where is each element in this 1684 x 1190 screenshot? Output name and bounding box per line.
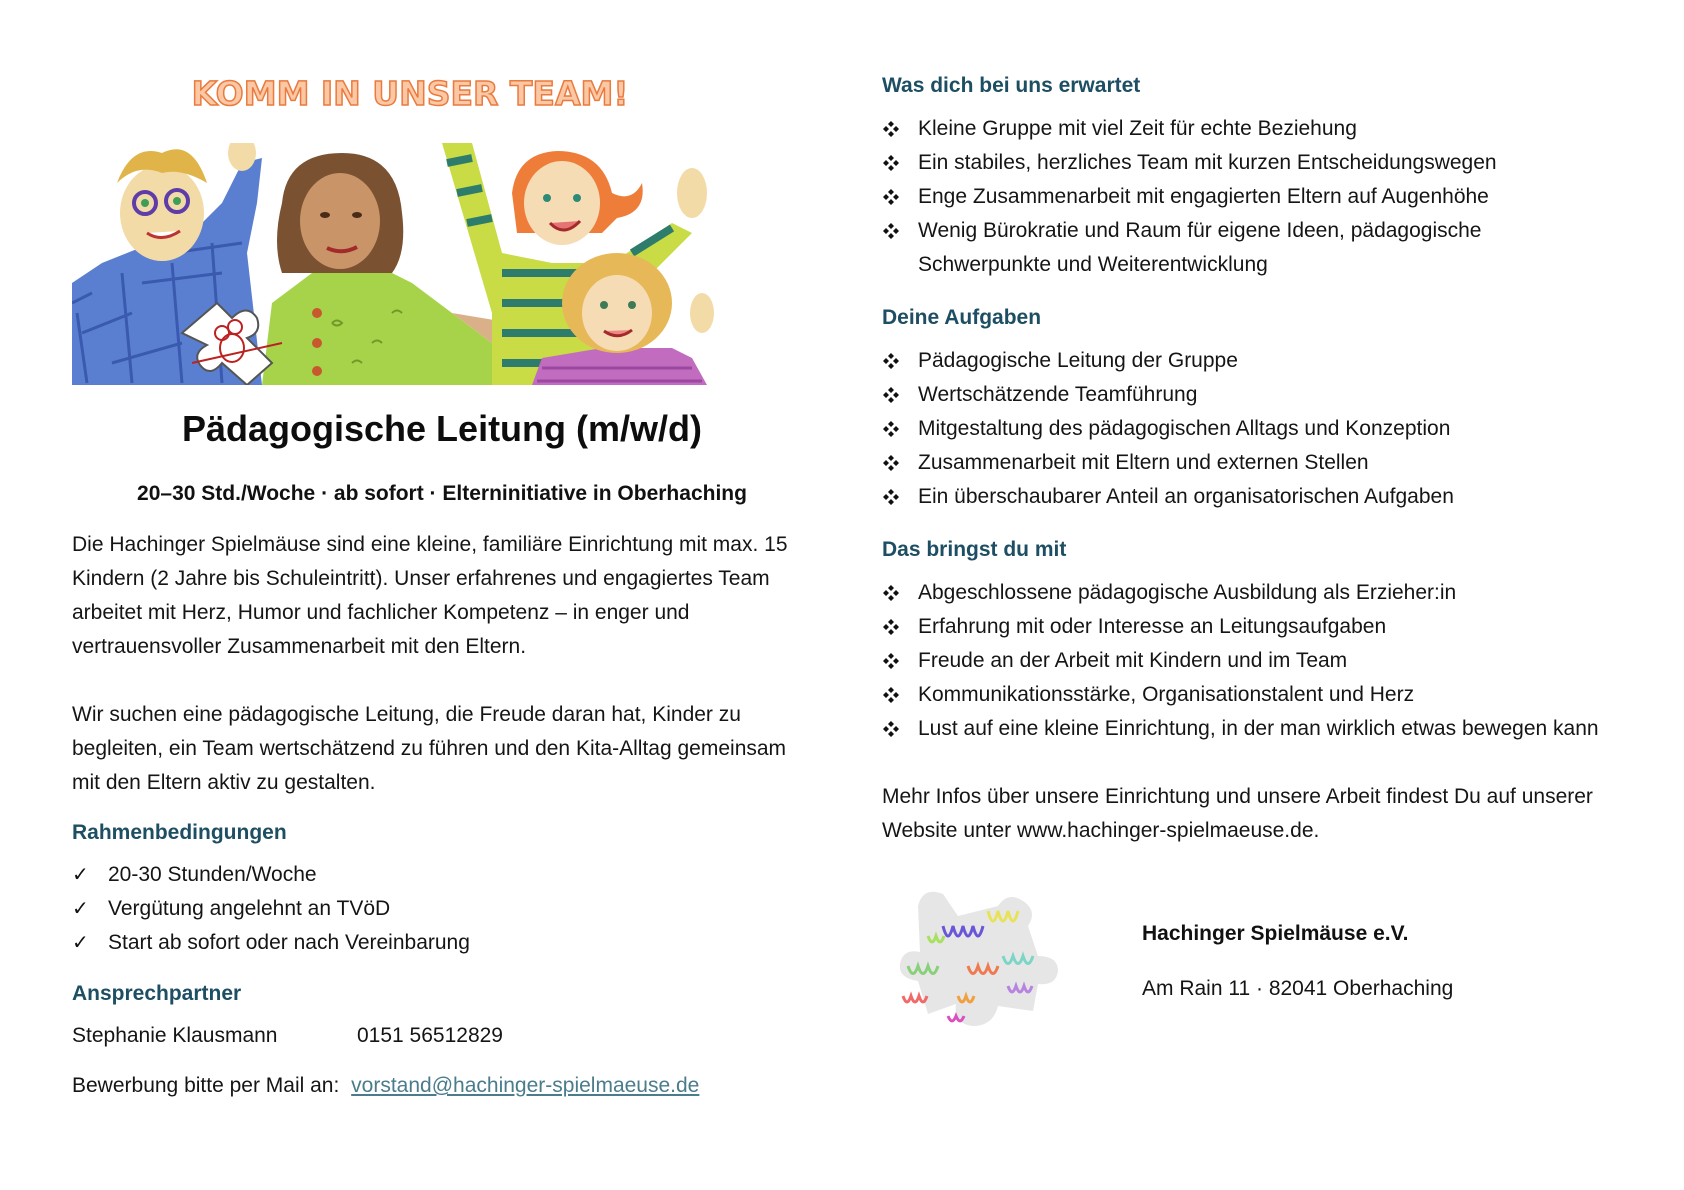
list-item <box>882 378 1454 412</box>
list-item <box>882 446 1454 480</box>
banner-headline: KOMM IN UNSER TEAM! <box>191 74 629 113</box>
diamond-bullet-icon <box>882 112 908 146</box>
list-item <box>882 180 1497 214</box>
list-item-text: Kommunikationsstärke, Organisationstalent und Herz <box>918 683 1415 706</box>
diamond-bullet-icon <box>882 146 908 180</box>
checkmark-icon: ✓ <box>72 864 89 886</box>
email-link[interactable]: vorstand@hachinger-spielmaeuse.de <box>351 1074 700 1097</box>
text-line: Die Hachinger Spielmäuse sind eine kleine, familiäre Einrichtung mit max. 15 <box>72 533 788 556</box>
list-item <box>882 576 1599 610</box>
diamond-bullet-icon <box>882 378 908 412</box>
list-item-text: Mitgestaltung des pädagogischen Alltags und Konzeption <box>918 417 1451 440</box>
tasks-list <box>882 344 1454 514</box>
contact-heading: Ansprechpartner <box>72 982 242 1005</box>
list-item-text: Zusammenarbeit mit Eltern und externen Stellen <box>918 451 1369 474</box>
list-item <box>882 480 1454 514</box>
list-item-text: Wertschätzende Teamführung <box>918 383 1198 406</box>
list-item-text: Ein überschaubarer Anteil an organisatorischen Aufgaben <box>918 485 1454 508</box>
diamond-bullet-icon <box>882 214 908 248</box>
intro-paragraph-2 <box>72 698 832 800</box>
intro-paragraph-1 <box>72 528 832 664</box>
list-item-text: Vergütung angelehnt an TVöD <box>108 897 391 920</box>
organization-logo <box>888 886 1066 1044</box>
job-title: Pädagogische Leitung (m/w/d) <box>181 408 703 449</box>
diamond-bullet-icon <box>882 412 908 446</box>
list-item-text: Pädagogische Leitung der Gruppe <box>918 349 1238 372</box>
list-item <box>882 214 1497 282</box>
diamond-bullet-icon <box>882 712 908 746</box>
text-line: mit den Eltern aktiv zu gestalten. <box>72 771 376 794</box>
text-line: begleiten, ein Team wertschätzend zu führen und den Kita-Alltag gemeinsam <box>72 737 787 760</box>
list-item <box>882 344 1454 378</box>
text-line: Kindern (2 Jahre bis Schuleintritt). Unser erfahrenes und engagiertes Team <box>72 567 770 590</box>
list-item <box>882 412 1454 446</box>
children-illustration-icon <box>72 143 724 385</box>
list-item <box>72 892 470 926</box>
contact-name: Stephanie Klausmann <box>72 1024 278 1047</box>
diamond-bullet-icon <box>882 480 908 514</box>
text-line: Mehr Infos über unsere Einrichtung und unsere Arbeit findest Du auf unserer <box>882 785 1593 808</box>
diamond-bullet-icon <box>882 576 908 610</box>
text-line: Wir suchen eine pädagogische Leitung, die Freude daran hat, Kinder zu <box>72 703 741 726</box>
more-info-paragraph <box>882 780 1672 848</box>
list-item-text: Wenig Bürokratie und Raum für eigene Ideen, pädagogische <box>918 219 1482 242</box>
expect-list <box>882 112 1497 282</box>
checkmark-icon: ✓ <box>72 932 89 954</box>
diamond-bullet-icon <box>882 344 908 378</box>
expect-heading: Was dich bei uns erwartet <box>882 74 1141 97</box>
contact-phone-row <box>357 1024 503 1048</box>
list-item <box>72 926 470 960</box>
diamond-bullet-icon <box>882 610 908 644</box>
list-item <box>882 610 1599 644</box>
tasks-heading: Deine Aufgaben <box>882 306 1042 329</box>
job-subtitle: 20–30 Std./Woche · ab sofort · Elterninitiative in Oberhaching <box>137 482 747 505</box>
list-item-text: Lust auf eine kleine Einrichtung, in der man wirklich etwas bewegen kann <box>918 717 1599 740</box>
application-row <box>72 1074 699 1098</box>
diamond-bullet-icon <box>882 446 908 480</box>
diamond-bullet-icon <box>882 644 908 678</box>
list-item <box>882 678 1599 712</box>
list-item-text: Start ab sofort oder nach Vereinbarung <box>108 931 470 954</box>
list-item-text-continued: Schwerpunkte und Weiterentwicklung <box>918 253 1268 276</box>
list-item <box>72 858 470 892</box>
diamond-bullet-icon <box>882 180 908 214</box>
text-line: vertrauensvoller Zusammenarbeit mit den Eltern. <box>72 635 527 658</box>
list-item-text: Freude an der Arbeit mit Kindern und im Team <box>918 649 1348 672</box>
list-item <box>882 712 1599 746</box>
diamond-bullet-icon <box>882 678 908 712</box>
website-text: Website unter www.hachinger-spielmaeuse.de. <box>882 819 1320 842</box>
list-item-text: Kleine Gruppe mit viel Zeit für echte Beziehung <box>918 117 1357 140</box>
list-item-text: Enge Zusammenarbeit mit engagierten Eltern auf Augenhöhe <box>918 185 1489 208</box>
apply-label: Bewerbung bitte per Mail an: <box>72 1074 340 1097</box>
list-item-text: 20-30 Stunden/Woche <box>108 863 317 886</box>
checkmark-icon: ✓ <box>72 898 89 920</box>
conditions-list <box>72 858 470 960</box>
list-item-text: Ein stabiles, herzliches Team mit kurzen Entscheidungswegen <box>918 151 1497 174</box>
hero-illustration <box>72 143 724 385</box>
requirements-heading: Das bringst du mit <box>882 538 1067 561</box>
contact-phone[interactable]: 0151 56512829 <box>357 1024 503 1047</box>
list-item <box>882 112 1497 146</box>
organization-address: Am Rain 11 · 82041 Oberhaching <box>1142 977 1454 1000</box>
requirements-list <box>882 576 1599 746</box>
organization-name: Hachinger Spielmäuse e.V. <box>1142 922 1409 945</box>
puzzle-logo-icon <box>888 886 1066 1044</box>
list-item-text: Erfahrung mit oder Interesse an Leitungsaufgaben <box>918 615 1387 638</box>
list-item-text: Abgeschlossene pädagogische Ausbildung als Erzieher:in <box>918 581 1457 604</box>
contact-person <box>72 1024 277 1048</box>
text-line: arbeitet mit Herz, Humor und fachlicher Kompetenz – in enger und <box>72 601 690 624</box>
list-item <box>882 146 1497 180</box>
conditions-heading: Rahmenbedingungen <box>72 821 287 844</box>
list-item <box>882 644 1599 678</box>
